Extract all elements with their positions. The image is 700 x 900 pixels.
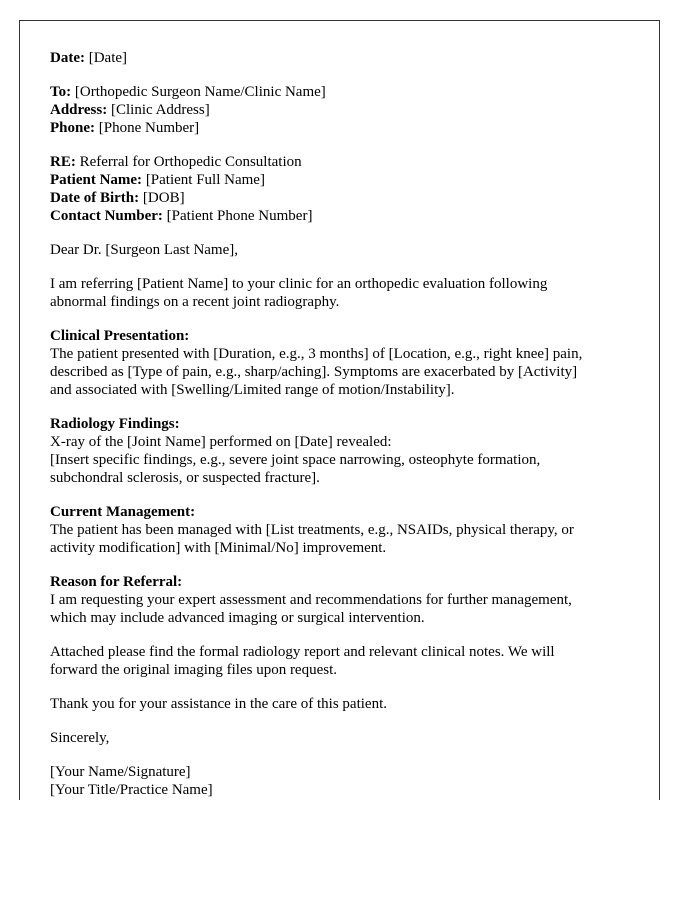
management-line: activity modification] with [Minimal/No] improvement. [50, 540, 387, 556]
re-value: Referral for Orthopedic Consultation [79, 154, 302, 170]
re-block [50, 153, 629, 225]
recipient-block [50, 83, 629, 137]
to-label: To: [50, 84, 72, 100]
reason-line: which may include advanced imaging or surgical intervention. [50, 610, 425, 626]
signature-title: [Your Title/Practice Name] [50, 782, 213, 798]
attachments-paragraph [50, 643, 629, 679]
phone-label: Phone: [50, 120, 95, 136]
clinical-line: The patient presented with [Duration, e.g., 3 months] of [Location, e.g., right knee] pain, [50, 346, 583, 362]
signature-name: [Your Name/Signature] [50, 764, 191, 780]
contact-value: [Patient Phone Number] [166, 208, 313, 224]
patient-name-line [50, 171, 629, 189]
current-management-section [50, 503, 629, 557]
re-label: RE: [50, 154, 76, 170]
intro-paragraph [50, 275, 629, 311]
dob-label: Date of Birth: [50, 190, 140, 206]
patient-name-value: [Patient Full Name] [145, 172, 265, 188]
to-line [50, 83, 629, 101]
management-line: The patient has been managed with [List treatments, e.g., NSAIDs, physical therapy, or [50, 522, 574, 538]
date-block [50, 49, 629, 67]
radiology-findings-heading: Radiology Findings: [50, 416, 180, 432]
radiology-line: [Insert specific findings, e.g., severe joint space narrowing, osteophyte formation, [50, 452, 541, 468]
dob-value: [DOB] [142, 190, 185, 206]
date-line [50, 49, 629, 67]
radiology-line: X-ray of the [Joint Name] performed on [Date] revealed: [50, 434, 392, 450]
intro-line: abnormal findings on a recent joint radiography. [50, 294, 340, 310]
clinical-line: described as [Type of pain, e.g., sharp/aching]. Symptoms are exacerbated by [Activity] [50, 364, 578, 380]
reason-line: I am requesting your expert assessment and recommendations for further management, [50, 592, 572, 608]
reason-for-referral-section [50, 573, 629, 627]
salutation [50, 241, 629, 259]
attachments-line: forward the original imaging files upon request. [50, 662, 338, 678]
attachments-line: Attached please find the formal radiology report and relevant clinical notes. We will [50, 644, 555, 660]
address-label: Address: [50, 102, 108, 118]
phone-value: [Phone Number] [98, 120, 200, 136]
radiology-findings-section [50, 415, 629, 487]
reason-for-referral-heading: Reason for Referral: [50, 574, 183, 590]
address-line [50, 101, 629, 119]
thanks-text: Thank you for your assistance in the care of this patient. [50, 696, 387, 712]
thanks-paragraph [50, 695, 629, 713]
to-value: [Orthopedic Surgeon Name/Clinic Name] [74, 84, 326, 100]
closing [50, 729, 629, 747]
clinical-presentation-heading: Clinical Presentation: [50, 328, 190, 344]
signature-block [50, 763, 629, 799]
clinical-presentation-section [50, 327, 629, 399]
salutation-text: Dear Dr. [Surgeon Last Name], [50, 242, 238, 258]
dob-line [50, 189, 629, 207]
re-line [50, 153, 629, 171]
date-value: [Date] [88, 50, 128, 66]
phone-line [50, 119, 629, 137]
radiology-line: subchondral sclerosis, or suspected fracture]. [50, 470, 320, 486]
contact-label: Contact Number: [50, 208, 163, 224]
address-value: [Clinic Address] [110, 102, 210, 118]
referral-letter [19, 20, 660, 800]
date-label: Date: [50, 50, 85, 66]
closing-text: Sincerely, [50, 730, 110, 746]
contact-line [50, 207, 629, 225]
current-management-heading: Current Management: [50, 504, 196, 520]
clinical-line: and associated with [Swelling/Limited range of motion/Instability]. [50, 382, 455, 398]
patient-name-label: Patient Name: [50, 172, 143, 188]
intro-line: I am referring [Patient Name] to your clinic for an orthopedic evaluation following [50, 276, 548, 292]
